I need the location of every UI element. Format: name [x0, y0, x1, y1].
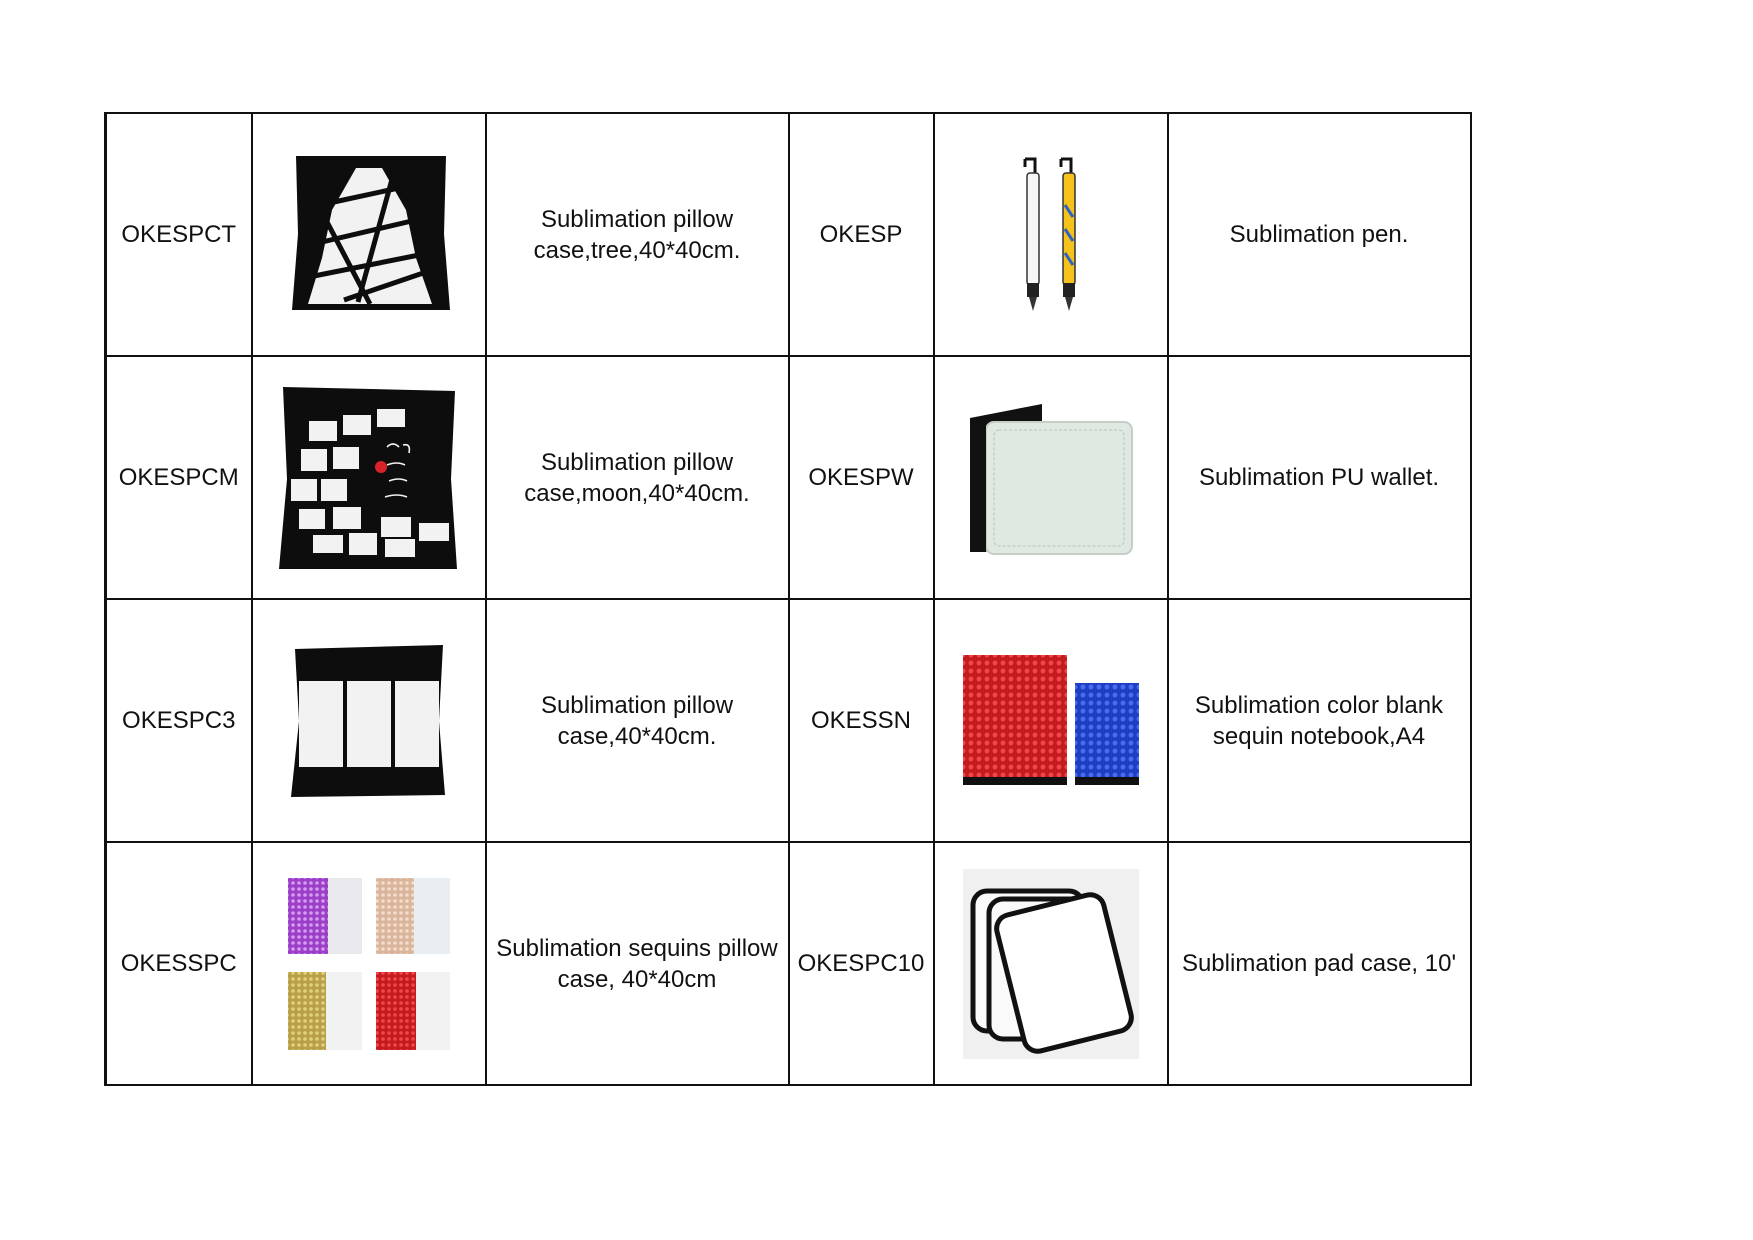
table-row — [106, 842, 1471, 1085]
pad-case-icon — [963, 869, 1139, 1059]
product-code: OKESPC3 — [106, 599, 252, 842]
product-code: OKESPCT — [106, 113, 252, 356]
moon-pillow-icon — [277, 383, 461, 573]
product-image-cell — [252, 113, 486, 356]
product-code: OKESPC10 — [789, 842, 934, 1085]
product-code: OKESPCM — [106, 356, 252, 599]
product-code: OKESSN — [789, 599, 934, 842]
product-description: Sublimation pillow case,40*40cm. — [486, 599, 789, 842]
product-image-cell — [252, 599, 486, 842]
product-image-cell — [252, 356, 486, 599]
product-image-cell — [934, 842, 1168, 1085]
table-row — [106, 356, 1471, 599]
product-description: Sublimation sequins pillow case, 40*40cm — [486, 842, 789, 1085]
product-image-cell — [934, 356, 1168, 599]
sequin-pillows-icon — [284, 874, 454, 1054]
panel-pillow-icon — [289, 641, 449, 801]
product-description: Sublimation color blank sequin notebook,A4 — [1168, 599, 1471, 842]
sequin-notebook-icon — [959, 651, 1143, 791]
pen-icon — [1011, 155, 1091, 315]
wallet-icon — [966, 398, 1136, 558]
product-description: Sublimation pen. — [1168, 113, 1471, 356]
table-row — [106, 599, 1471, 842]
product-description: Sublimation pillow case,moon,40*40cm. — [486, 356, 789, 599]
table-row — [106, 113, 1471, 356]
product-code: OKESSPC — [106, 842, 252, 1085]
product-image-cell — [252, 842, 486, 1085]
product-description: Sublimation PU wallet. — [1168, 356, 1471, 599]
product-table — [104, 112, 1472, 1086]
tree-pillow-icon — [284, 150, 454, 320]
product-code: OKESPW — [789, 356, 934, 599]
product-code: OKESP — [789, 113, 934, 356]
product-image-cell — [934, 599, 1168, 842]
product-image-cell — [934, 113, 1168, 356]
product-description: Sublimation pillow case,tree,40*40cm. — [486, 113, 789, 356]
product-description: Sublimation pad case, 10' — [1168, 842, 1471, 1085]
